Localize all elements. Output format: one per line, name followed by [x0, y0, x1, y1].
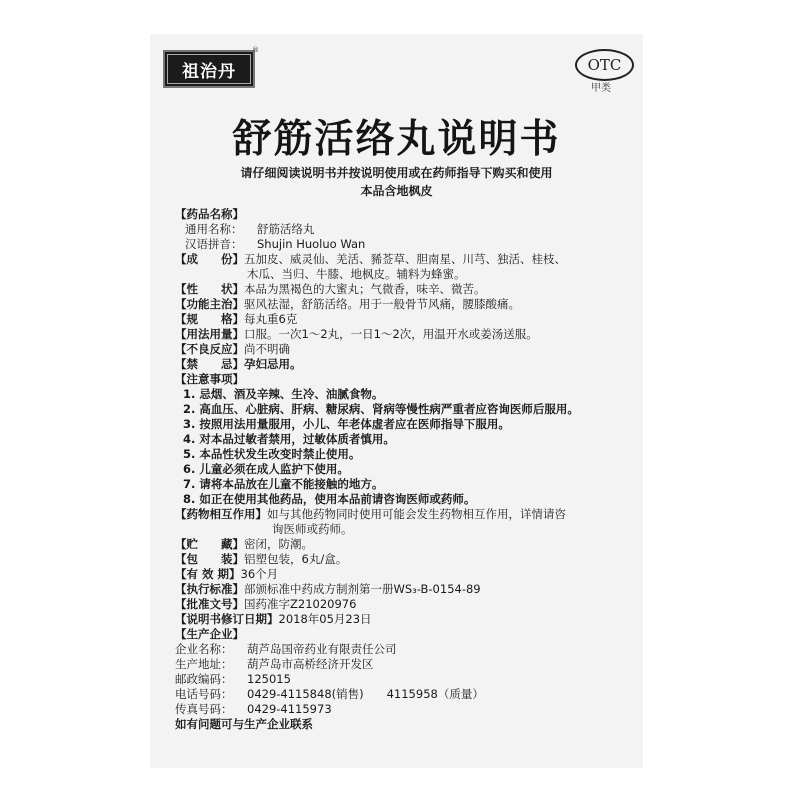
- pinyin-label: 汉语拼音：: [185, 237, 243, 251]
- usage-value: 口服。一次1～2丸，一日1～2次，用温开水或姜汤送服。: [244, 327, 538, 341]
- document-title: 舒筋活络丸说明书: [232, 117, 561, 162]
- company-address-value: 葫芦岛市高桥经济开发区: [247, 657, 374, 671]
- storage-row: [175, 537, 313, 552]
- fax-value: 0429-4115973: [247, 702, 332, 716]
- precaution-item: 1. 忌烟、酒及辛辣、生冷、油腻食物。: [183, 387, 384, 401]
- storage-label: 【贮 藏】: [175, 537, 244, 551]
- ingredient-notice: 本品含地枫皮: [360, 184, 433, 198]
- package-value: 铝塑包装，6丸/盒。: [244, 552, 348, 566]
- otc-label: OTC: [587, 56, 622, 74]
- manufacturer-header: 【生产企业】: [175, 627, 244, 641]
- precaution-item: 5. 本品性状发生改变时禁止使用。: [183, 447, 361, 461]
- character-label: 【性 状】: [175, 282, 244, 296]
- composition-line-1: 五加皮、威灵仙、羌活、豨莶草、胆南星、川芎、独活、桂枝、: [244, 252, 566, 266]
- generic-name-value: 舒筋活络丸: [257, 222, 315, 236]
- validity-row: [175, 567, 278, 582]
- phone-label: 电话号码：: [175, 687, 233, 701]
- spec-row: [175, 312, 297, 327]
- standard-label: 【执行标准】: [175, 582, 244, 596]
- usage-row: [175, 327, 538, 342]
- revision-row: [175, 612, 372, 627]
- interaction-line-2: 询医师或药师。: [272, 522, 353, 536]
- precaution-item: 3. 按照用法用量服用，小儿、年老体虚者应在医师指导下服用。: [183, 417, 510, 431]
- storage-value: 密闭，防潮。: [244, 537, 313, 551]
- precaution-item: 2. 高血压、心脏病、肝病、糖尿病、肾病等慢性病严重者应咨询医师后服用。: [183, 402, 579, 416]
- registered-mark: ®: [252, 46, 259, 54]
- footer-contact-note: 如有问题可与生产企业联系: [175, 717, 313, 731]
- package-label: 【包 装】: [175, 552, 244, 566]
- brand-logo: [163, 50, 255, 88]
- approval-row: [175, 597, 356, 612]
- approval-value: 国药准字Z21020976: [244, 597, 357, 611]
- pinyin-row: [185, 237, 365, 252]
- company-name-value: 葫芦岛国帝药业有限责任公司: [247, 642, 397, 656]
- precaution-item: 7. 请将本品放在儿童不能接触的地方。: [183, 477, 384, 491]
- company-address-row: [175, 657, 374, 672]
- usage-label: 【用法用量】: [175, 327, 244, 341]
- brand-logo-text: 祖治丹: [182, 61, 236, 82]
- indication-row: [175, 297, 520, 312]
- standard-row: [175, 582, 481, 597]
- company-name-label: 企业名称：: [175, 642, 233, 656]
- phone-row: [175, 687, 484, 702]
- composition-row: [175, 252, 566, 267]
- precaution-item: 4. 对本品过敏者禁用，过敏体质者慎用。: [183, 432, 395, 446]
- otc-badge: [575, 49, 634, 81]
- interaction-line-1: 如与其他药物同时使用可能会发生药物相互作用，详情请咨: [267, 507, 566, 521]
- composition-label: 【成 份】: [175, 252, 244, 266]
- zip-code-label: 邮政编码：: [175, 672, 233, 686]
- drug-name-header: 【药品名称】: [175, 207, 244, 221]
- interaction-label: 【药物相互作用】: [175, 507, 267, 521]
- company-name-row: [175, 642, 397, 657]
- zip-code-row: [175, 672, 291, 687]
- revision-label: 【说明书修订日期】: [175, 612, 279, 626]
- composition-line-2: 木瓜、当归、牛膝、地枫皮。辅料为蜂蜜。: [247, 267, 466, 281]
- adverse-row: [175, 342, 290, 357]
- spec-label: 【规 格】: [175, 312, 244, 326]
- fax-label: 传真号码：: [175, 702, 233, 716]
- otc-class: 甲类: [591, 83, 611, 94]
- spec-value: 每丸重6克: [244, 312, 298, 326]
- validity-label: 【有 效 期】: [175, 567, 241, 581]
- pinyin-value: Shujin Huoluo Wan: [257, 237, 366, 251]
- reading-notice: 请仔细阅读说明书并按说明使用或在药师指导下购买和使用: [240, 166, 553, 180]
- adverse-label: 【不良反应】: [175, 342, 244, 356]
- character-row: [175, 282, 486, 297]
- contraindication-value: 孕妇忌用。: [244, 357, 302, 371]
- zip-code-value: 125015: [247, 672, 291, 686]
- company-address-label: 生产地址：: [175, 657, 233, 671]
- precautions-header: 【注意事项】: [175, 372, 244, 386]
- package-row: [175, 552, 347, 567]
- contraindication-label: 【禁 忌】: [175, 357, 244, 371]
- standard-value: 部颁标准中药成方制剂第一册WS₃-B-0154-89: [244, 582, 481, 596]
- interaction-row: [175, 507, 566, 522]
- phone-value: 0429-4115848(销售) 4115958（质量）: [247, 687, 484, 701]
- contraindication-row: [175, 357, 302, 372]
- indication-label: 【功能主治】: [175, 297, 244, 311]
- adverse-value: 尚不明确: [244, 342, 290, 356]
- precaution-item: 8. 如正在使用其他药品，使用本品前请咨询医师或药师。: [183, 492, 476, 506]
- precaution-item: 6. 儿童必须在成人监护下使用。: [183, 462, 349, 476]
- fax-row: [175, 702, 332, 717]
- approval-label: 【批准文号】: [175, 597, 244, 611]
- validity-value: 36个月: [240, 567, 279, 581]
- generic-name-label: 通用名称：: [185, 222, 243, 236]
- indication-value: 驱风祛湿，舒筋活络。用于一般骨节风痛，腰膝酸痛。: [244, 297, 520, 311]
- character-value: 本品为黑褐色的大蜜丸；气微香，味辛、微苦。: [244, 282, 486, 296]
- revision-value: 2018年05月23日: [278, 612, 372, 626]
- generic-name-row: [185, 222, 315, 237]
